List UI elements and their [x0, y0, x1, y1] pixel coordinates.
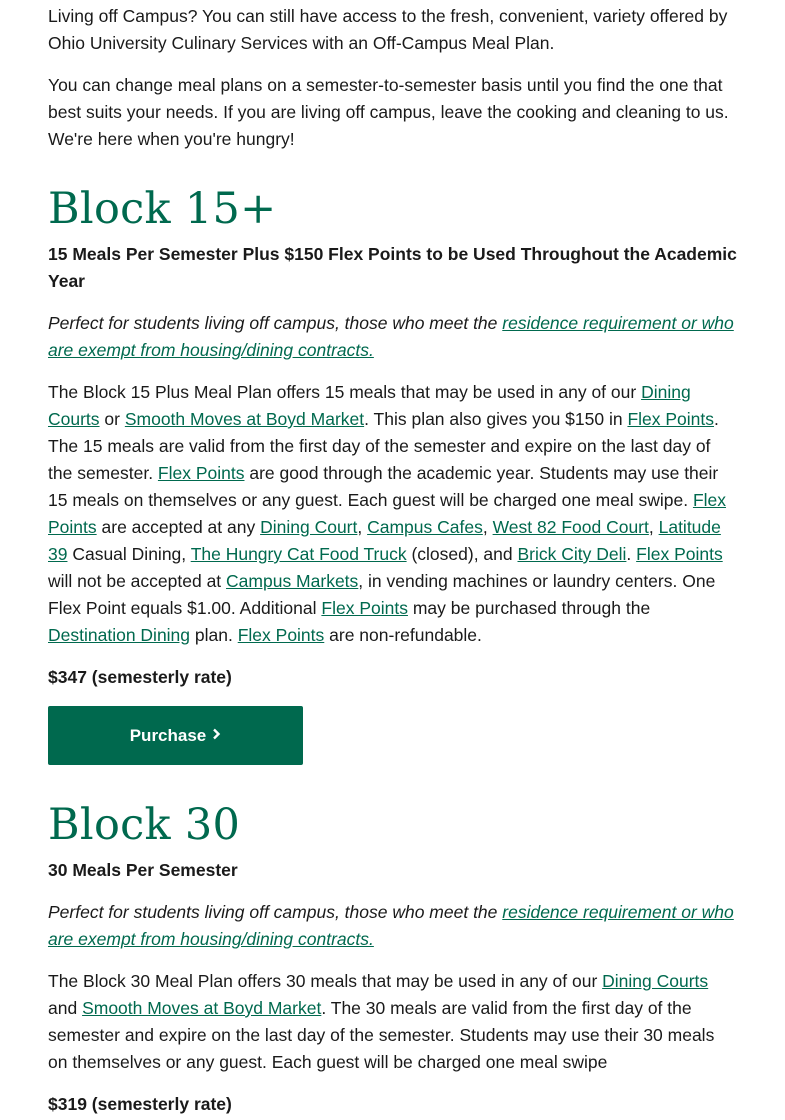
purchase-button-label: Purchase — [129, 725, 207, 745]
desc-text: . This plan also gives you $150 in — [364, 409, 628, 429]
flex-points-link[interactable]: Flex Points — [321, 598, 408, 618]
desc-text: (closed), and — [406, 544, 518, 564]
desc-text: Casual Dining, — [67, 544, 191, 564]
block-30-price: $319 (semesterly rate) — [48, 1094, 232, 1114]
latitude-39-link[interactable]: Latitude 39 — [48, 517, 721, 564]
page-content — [0, 3, 785, 1118]
block-30-section — [48, 800, 737, 1118]
block-30-description — [48, 968, 737, 1076]
desc-text: plan. — [190, 625, 238, 645]
block-30-eligibility — [48, 899, 737, 953]
desc-text: or — [99, 409, 125, 429]
smooth-moves-link[interactable]: Smooth Moves at Boyd Market — [124, 409, 365, 429]
intro-paragraph-1: Living off Campus? You can still have access to the fresh, convenient, variety offered by Ohio University Culinary Services with an Off-Campus Meal Plan. — [48, 6, 728, 53]
eligibility-text: Perfect for students living off campus, those who meet the — [48, 902, 503, 922]
residence-requirement-link[interactable]: residence requirement or who are exempt from housing/dining contracts. — [48, 902, 734, 949]
block-15-description — [48, 379, 737, 649]
block-15-title: Block 15+ — [48, 184, 277, 234]
campus-markets-link[interactable]: Campus Markets — [226, 571, 359, 591]
brick-city-deli-link[interactable]: Brick City Deli — [517, 544, 627, 564]
desc-text: , — [648, 517, 659, 537]
desc-text: . The 15 meals are valid from the first day of the semester and expire on the last day of the semester. — [48, 409, 719, 483]
flex-points-link[interactable]: Flex Points — [636, 544, 723, 564]
desc-text: . The 30 meals are valid from the first day of the semester and expire on the last day of the semester. Students may use their 30 meals on themselves or any guest. Each guest will be charged one meal swipe — [48, 998, 715, 1072]
hungry-cat-food-truck-link[interactable]: The Hungry Cat Food Truck — [190, 544, 407, 564]
dining-courts-link[interactable]: Dining Courts — [48, 382, 691, 429]
block-15-eligibility — [48, 310, 737, 364]
block-30-subtitle: 30 Meals Per Semester — [48, 860, 238, 880]
desc-text: , in vending machines or laundry centers. One Flex Point equals $1.00. Additional — [48, 571, 716, 618]
dining-courts-link[interactable]: Dining Courts — [602, 971, 709, 991]
flex-points-link[interactable]: Flex Points — [237, 625, 325, 645]
eligibility-text: Perfect for students living off campus, those who meet the — [48, 313, 503, 333]
desc-text: , — [357, 517, 368, 537]
intro-paragraph-2: You can change meal plans on a semester-to-semester basis until you find the one that best suits your needs. If you are living off campus, leave the cooking and cleaning to us. We're here when you're hungry! — [48, 75, 729, 149]
desc-text: may be purchased through the — [407, 598, 651, 618]
flex-points-link[interactable]: Flex Points — [157, 463, 245, 483]
desc-text: are accepted at any — [96, 517, 261, 537]
block-30-title: Block 30 — [48, 800, 241, 850]
desc-text: , — [482, 517, 493, 537]
west-82-food-court-link[interactable]: West 82 Food Court — [492, 517, 649, 537]
flex-points-link[interactable]: Flex Points — [48, 490, 726, 537]
desc-text: The Block 15 Plus Meal Plan offers 15 meals that may be used in any of our — [48, 382, 642, 402]
flex-points-link[interactable]: Flex Points — [627, 409, 714, 429]
block-15-section — [48, 184, 737, 765]
desc-text: . — [626, 544, 637, 564]
destination-dining-link[interactable]: Destination Dining — [48, 625, 191, 645]
purchase-button[interactable] — [48, 706, 303, 765]
desc-text: The Block 30 Meal Plan offers 30 meals that may be used in any of our — [48, 971, 603, 991]
block-15-subtitle: 15 Meals Per Semester Plus $150 Flex Points to be Used Throughout the Academic Year — [48, 244, 737, 291]
block-15-price: $347 (semesterly rate) — [48, 667, 232, 687]
desc-text: will not be accepted at — [48, 571, 227, 591]
smooth-moves-link[interactable]: Smooth Moves at Boyd Market — [82, 998, 322, 1018]
dining-court-link[interactable]: Dining Court — [260, 517, 358, 537]
residence-requirement-link[interactable]: residence requirement or who are exempt from housing/dining contracts. — [48, 313, 734, 360]
desc-text: are good through the academic year. Students may use their 15 meals on themselves or any guest. Each guest will be charged one meal swipe. — [48, 463, 719, 510]
campus-cafes-link[interactable]: Campus Cafes — [367, 517, 483, 537]
desc-text: are non-refundable. — [324, 625, 482, 645]
chevron-right-icon — [212, 728, 221, 743]
desc-text: and — [48, 998, 83, 1018]
